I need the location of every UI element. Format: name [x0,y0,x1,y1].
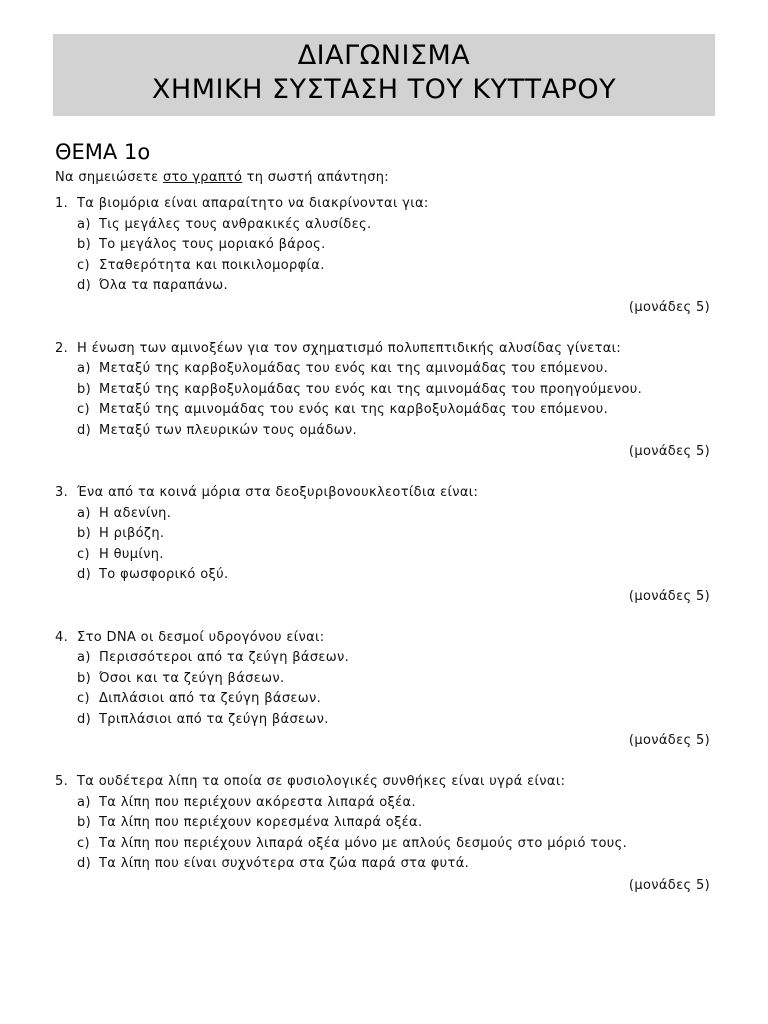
option-text: Τα λίπη που περιέχουν λιπαρά οξέα μόνο με απλούς δεσμούς στο μόριό τους. [99,835,628,851]
option-text: Διπλάσιοι από τα ζεύγη βάσεων. [99,691,322,706]
answer-option [55,669,713,690]
answer-option [55,400,713,421]
option-letter: a) [77,505,91,521]
option-text: Μεταξύ των πλευρικών τους ομάδων. [99,422,357,438]
question-item [55,194,713,319]
question-stem [55,339,713,360]
answer-option [55,854,713,875]
title-banner [53,34,715,116]
option-text: Μεταξύ της καρβοξυλομάδας του ενός και της αμινομάδας του προηγούμενου. [99,381,643,397]
question-stem [55,194,713,215]
question-item [55,339,713,464]
option-text: Τις μεγάλες τους ανθρακικές αλυσίδες. [99,216,372,232]
answer-option [55,235,713,256]
option-letter: d) [77,711,92,727]
question-points: (μονάδες 5) [628,877,710,893]
question-stem [55,628,713,649]
option-letter: c) [77,546,90,562]
answer-option [55,545,713,566]
option-text: Το φωσφορικό οξύ. [99,567,229,582]
question-number: 3. [55,485,69,500]
question-stem [55,483,713,504]
question-stem [55,772,713,793]
option-text: Το μεγάλος τους μοριακό βάρος. [99,237,326,252]
answer-option [55,380,713,401]
answer-option [55,813,713,834]
question-text: Τα ουδέτερα λίπη τα οποία σε φυσιολογικές συνθήκες είναι υγρά είναι: [77,774,566,789]
question-item [55,483,713,608]
question-points: (μονάδες 5) [628,588,710,604]
option-text: Τα λίπη που περιέχουν ακόρεστα λιπαρά οξέα. [99,794,416,810]
option-text: Τα λίπη που είναι συχνότερα στα ζώα παρά στα φυτά. [99,856,470,871]
question-number: 5. [55,774,69,789]
page-title: ΔΙΑΓΩΝΙΣΜΑ [297,40,471,71]
option-letter: c) [77,257,90,273]
option-text: Σταθερότητα και ποικιλομορφία. [99,257,325,273]
option-text: Τριπλάσιοι από τα ζεύγη βάσεων. [99,711,329,727]
option-text: Τα λίπη που περιέχουν κορεσμένα λιπαρά οξέα. [99,815,423,830]
option-letter: b) [77,670,92,686]
option-text: Η θυμίνη. [99,546,164,562]
option-letter: b) [77,237,92,252]
instruction-underlined: στο γραπτό [162,170,243,185]
answer-option [55,689,713,710]
option-text: Όσοι και τα ζεύγη βάσεων. [99,670,285,686]
option-text: Μεταξύ της αμινομάδας του ενός και της καρβοξυλομάδας του επόμενου. [99,402,609,417]
answer-option [55,256,713,277]
answer-option [55,359,713,380]
question-text: Στο DNA οι δεσμοί υδρογόνου είναι: [77,629,325,645]
option-text: Όλα τα παραπάνω. [99,278,228,293]
option-text: Η ριβόζη. [99,526,165,541]
question-text: Η ένωση των αμινοξέων για τον σχηματισμό πολυπεπτιδικής αλυσίδας γίνεται: [77,340,622,356]
question-text: Τα βιομόρια είναι απαραίτητο να διακρίνονται για: [77,196,429,211]
page-subtitle: ΧΗΜΙΚΗ ΣΥΣΤΑΣΗ ΤΟΥ ΚΥΤΤΑΡΟΥ [151,74,617,105]
question-list [55,194,713,897]
question-number: 4. [55,629,69,645]
answer-option [55,648,713,669]
option-letter: d) [77,567,92,582]
exam-content [55,138,713,897]
answer-option [55,215,713,236]
answer-option [55,793,713,814]
option-letter: d) [77,422,92,438]
question-points: (μονάδες 5) [628,299,710,315]
option-text: Μεταξύ της καρβοξυλομάδας του ενός και της αμινομάδας του επόμενου. [99,361,609,376]
option-letter: a) [77,650,91,665]
question-number: 2. [55,340,69,356]
question-points: (μονάδες 5) [628,444,710,459]
option-text: Περισσότεροι από τα ζεύγη βάσεων. [99,650,350,665]
instruction-text [55,168,713,188]
question-number: 1. [55,196,69,211]
option-letter: a) [77,216,91,232]
option-letter: c) [77,691,90,706]
question-item [55,772,713,897]
instruction-prefix: Να σημειώσετε [55,170,163,185]
option-letter: a) [77,361,91,376]
answer-option [55,710,713,731]
option-letter: d) [77,856,92,871]
answer-option [55,276,713,297]
option-text: Η αδενίνη. [99,505,172,521]
option-letter: d) [77,278,92,293]
section-title: ΘΕΜΑ 1ο [55,140,151,164]
option-letter: a) [77,794,91,810]
option-letter: c) [77,402,90,417]
question-text: Ένα από τα κοινά μόρια στα δεοξυριβονουκλεοτίδια είναι: [77,485,479,500]
instruction-suffix: τη σωστή απάντηση: [242,170,389,185]
option-letter: b) [77,526,92,541]
option-letter: b) [77,381,92,397]
answer-option [55,565,713,586]
answer-option [55,504,713,525]
option-letter: c) [77,835,90,851]
option-letter: b) [77,815,92,830]
question-item [55,628,713,753]
answer-option [55,524,713,545]
answer-option [55,421,713,442]
answer-option [55,834,713,855]
question-points: (μονάδες 5) [628,733,710,748]
